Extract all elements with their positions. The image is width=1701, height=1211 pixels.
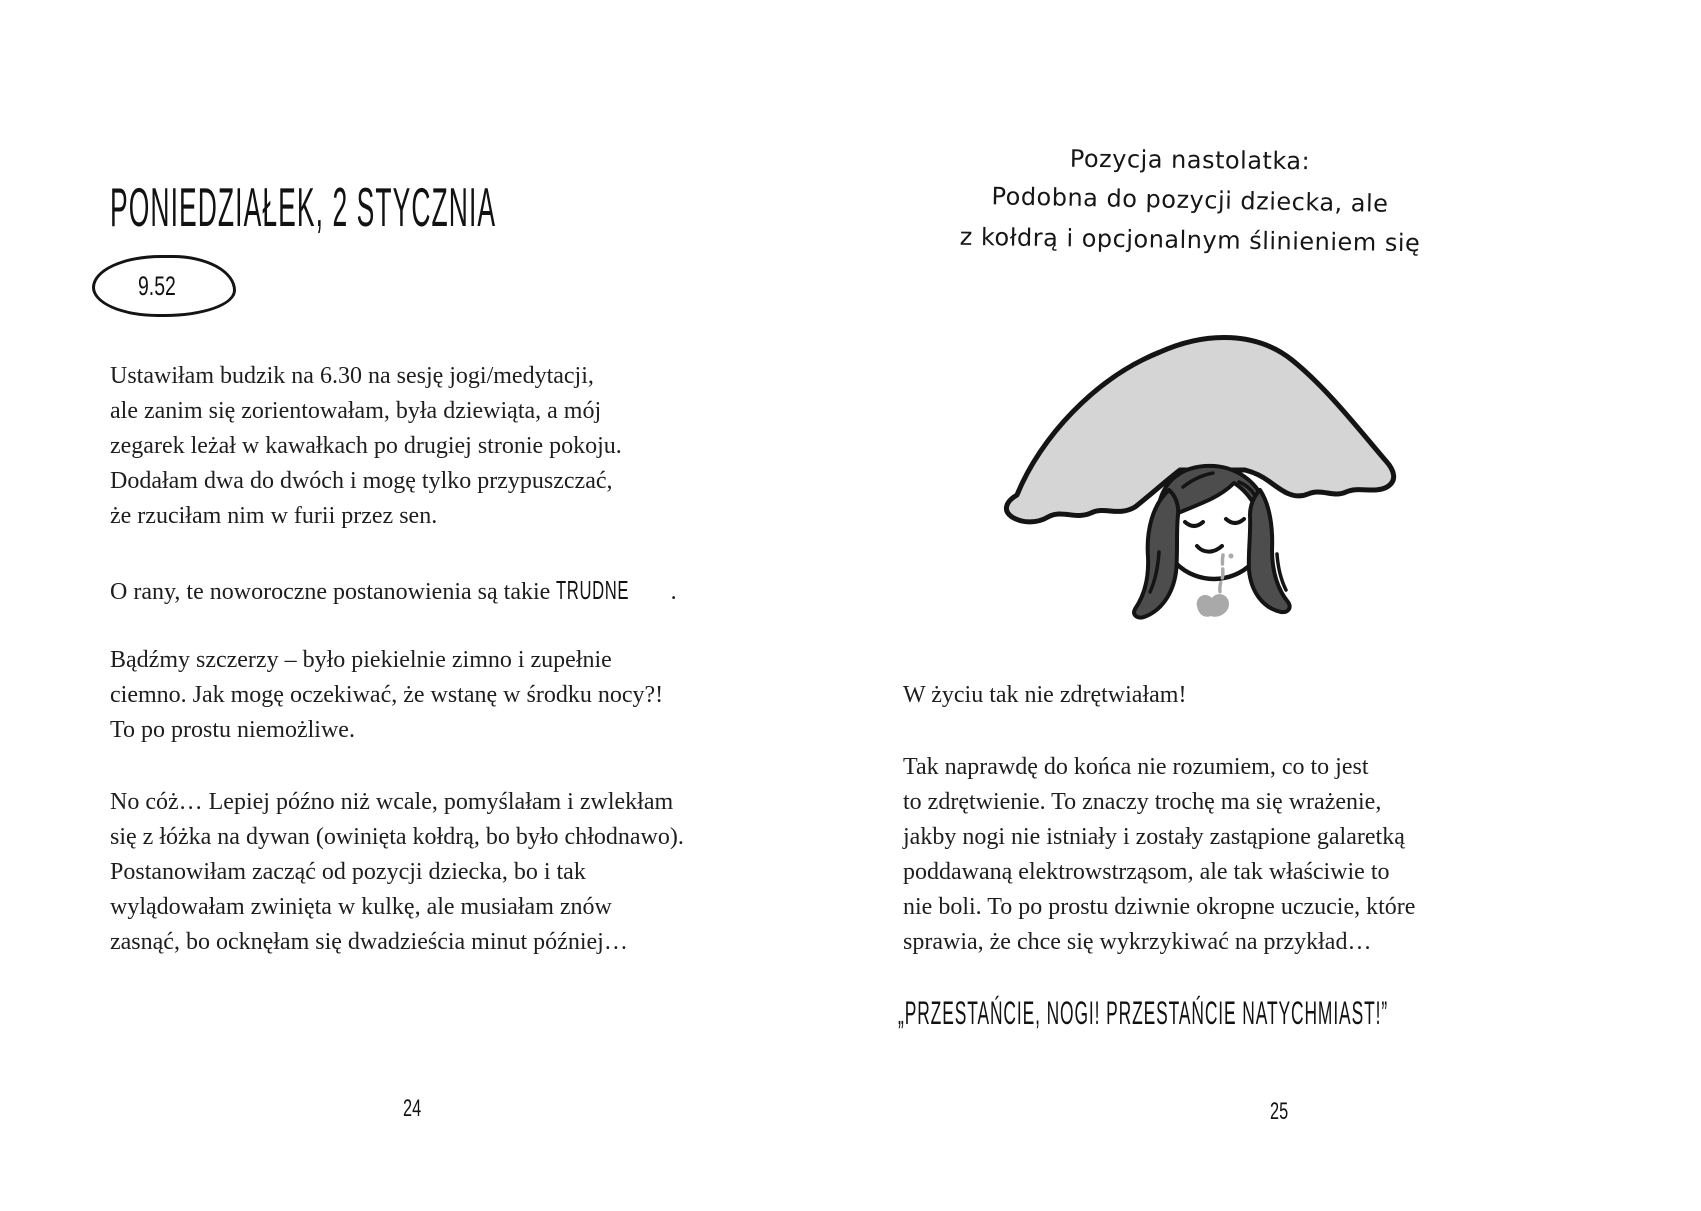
- body-line: poddawaną elektrowstrząsom, ale tak właściwie to: [903, 859, 1390, 885]
- illustration-sleeping-girl-under-blanket: [945, 310, 1445, 630]
- hair-lock-left: [1134, 490, 1178, 618]
- body-line: sprawia, że chce się wykrzykiwać na przykład…: [903, 929, 1372, 955]
- body-line: Ustawiłam budzik na 6.30 na sesję jogi/medytacji,: [110, 363, 594, 389]
- body-line: ciemno. Jak mogę oczekiwać, że wstanę w środku nocy?!: [110, 682, 664, 708]
- paragraph: [110, 359, 622, 534]
- paragraph: [110, 785, 684, 960]
- body-line: Dodałam dwa do dwóch i mogę tylko przypuszczać,: [110, 468, 613, 494]
- page-number-left: 24: [403, 1095, 422, 1122]
- emphasized-word: TRUDNE: [556, 575, 630, 605]
- paragraph: [110, 643, 663, 748]
- time-label: 9.52: [137, 270, 176, 301]
- chapter-heading: PONIEDZIAŁEK, 2 STYCZNIA: [110, 177, 497, 239]
- body-line: Tak naprawdę do końca nie rozumiem, co to jest: [903, 754, 1369, 780]
- body-line: to zdrętwienie. To znaczy trochę ma się wrażenie,: [903, 789, 1382, 815]
- body-line: Bądźmy szczerzy – było piekielnie zimno i zupełnie: [110, 647, 612, 673]
- drool-drop: [1229, 554, 1234, 559]
- page-number-right: 25: [1270, 1098, 1289, 1125]
- caption-line: z kołdrą i opcjonalnym ślinieniem się: [959, 222, 1421, 258]
- paragraph: [110, 573, 677, 610]
- body-line: W życiu tak nie zdrętwiałam!: [903, 682, 1187, 708]
- body-line: No cóż… Lepiej późno niż wcale, pomyślałam i zwlekłam: [110, 789, 674, 815]
- body-line: Postanowiłam zacząć od pozycji dziecka, bo i tak: [110, 859, 586, 885]
- body-line: że rzuciłam nim w furii przez sen.: [110, 503, 438, 529]
- body-line: To po prostu niemożliwe.: [110, 717, 355, 743]
- body-line: [110, 573, 677, 610]
- body-text: .: [670, 579, 677, 605]
- body-line: się z łóżka na dywan (owinięta kołdrą, bo było chłodnawo).: [110, 824, 684, 850]
- body-line: wylądowałam zwinięta w kulkę, ale musiałam znów: [110, 894, 612, 920]
- drool-puddle: [1197, 594, 1229, 617]
- body-line: nie boli. To po prostu dziwnie okropne uczucie, które: [903, 894, 1416, 920]
- caption-line: Podobna do pozycji dziecka, ale: [991, 182, 1389, 218]
- paragraph: [903, 678, 1186, 713]
- handwritten-shout: „PRZESTAŃCIE, NOGI! PRZESTAŃCIE NATYCHMIAST!”: [898, 996, 1389, 1032]
- paragraph: [903, 750, 1415, 960]
- body-text: O rany, te noworoczne postanowienia są takie: [110, 579, 557, 605]
- body-line: jakby nogi nie istniały i zostały zastąpione galaretką: [903, 824, 1405, 850]
- body-line: zasnąć, bo ocknęłam się dwadzieścia minut później…: [110, 929, 628, 955]
- body-line: ale zanim się zorientowałam, była dziewiąta, a mój: [110, 398, 602, 424]
- body-line: zegarek leżał w kawałkach po drugiej stronie pokoju.: [110, 433, 622, 459]
- caption-line: Pozycja nastolatka:: [1069, 144, 1311, 176]
- hair-lock-right: [1249, 490, 1290, 612]
- time-bubble: [92, 255, 236, 317]
- illustration-caption: [925, 140, 1455, 260]
